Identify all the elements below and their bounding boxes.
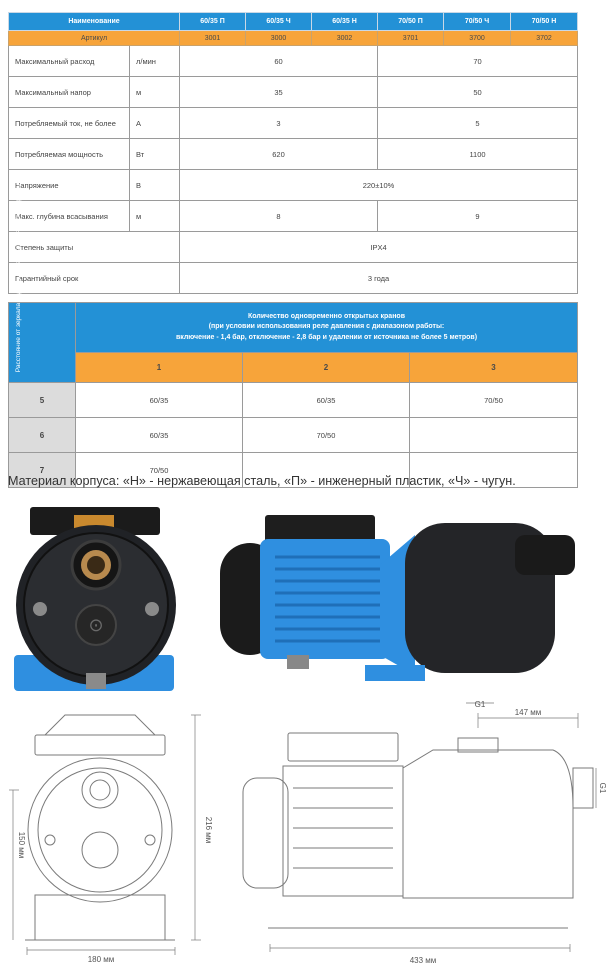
taps-row xyxy=(9,418,578,453)
material-note: Материал корпуса: «Н» - нержавеющая сталь, «П» - инженерный пластик, «Ч» - чугун. xyxy=(8,474,516,488)
spec-row-voltage xyxy=(9,170,578,201)
depth-value: 7 xyxy=(9,453,76,488)
spec-param-name: Максимальный напор xyxy=(9,77,130,108)
bolt xyxy=(33,602,47,616)
model-70-50-ch: 70/50 Ч xyxy=(444,13,511,31)
spec-value-all: 3 года xyxy=(180,263,578,294)
spec-param-unit: Вт xyxy=(130,139,180,170)
spec-value-70-50: 50 xyxy=(378,77,578,108)
taps-title-row xyxy=(9,303,578,353)
spec-value-60-35: 8 xyxy=(180,201,378,232)
article-value: 3702 xyxy=(511,31,578,46)
side-dimension-drawing xyxy=(228,698,606,966)
model-70-50-p: 70/50 П xyxy=(378,13,444,31)
spec-value-70-50: 5 xyxy=(378,108,578,139)
model-60-35-ch: 60/35 Ч xyxy=(246,13,312,31)
foot xyxy=(287,655,309,669)
thread-top-label: G1 xyxy=(474,700,486,709)
model-60-35-n: 60/35 Н xyxy=(312,13,378,31)
article-value: 3701 xyxy=(378,31,444,46)
taps-count-row xyxy=(9,353,578,383)
axis-height-dimension: 150 мм xyxy=(17,831,26,859)
spec-row-head xyxy=(9,77,578,108)
spec-table xyxy=(8,12,578,294)
article-value: 3001 xyxy=(180,31,246,46)
spec-value-all: 220±10% xyxy=(180,170,578,201)
taps-model: 60/35 xyxy=(76,383,243,418)
taps-subtitle-2: включение - 1,4 бар, отключение - 2,8 бар и удалении от источника не более 5 метров) xyxy=(175,333,478,341)
taps-row xyxy=(9,383,578,418)
taps-title xyxy=(76,303,578,353)
spec-param-name: Максимальный расход xyxy=(9,46,130,77)
taps-model xyxy=(410,418,578,453)
bolt xyxy=(145,602,159,616)
spec-value-70-50: 70 xyxy=(378,46,578,77)
spec-param-name: Макс. глубина всасывания xyxy=(9,201,130,232)
taps-subtitle-1: (при условии использования реле давления с диапазоном работы: xyxy=(208,323,445,331)
taps-count: 2 xyxy=(243,353,410,383)
model-70-50-n: 70/50 Н xyxy=(511,13,578,31)
spec-row-current xyxy=(9,108,578,139)
depth-value: 6 xyxy=(9,418,76,453)
spec-row-power xyxy=(9,139,578,170)
taps-model: 60/35 xyxy=(76,418,243,453)
spec-value-70-50: 9 xyxy=(378,201,578,232)
spec-param-name: Степень защиты xyxy=(9,232,180,263)
spec-param-unit: м xyxy=(130,201,180,232)
taps-count: 3 xyxy=(410,353,578,383)
taps-model: 70/50 xyxy=(76,453,243,488)
spec-value-60-35: 35 xyxy=(180,77,378,108)
spec-param-unit: л/мин xyxy=(130,46,180,77)
logo-mark: ⊙ xyxy=(88,615,104,636)
spec-row-warranty xyxy=(9,263,578,294)
spec-header-name: Наименование xyxy=(9,13,180,31)
spec-row-protection xyxy=(9,232,578,263)
outlet-port xyxy=(515,535,575,575)
terminal-box xyxy=(265,515,375,543)
spec-param-unit: В xyxy=(130,170,180,201)
spec-param-name: Гарантийный срок xyxy=(9,263,180,294)
pump-front-photo xyxy=(10,505,178,695)
outlet-offset-dimension: 147 мм xyxy=(514,708,542,717)
taps-title-text: Количество одновременно открытых кранов xyxy=(248,312,406,320)
depth-axis-text: Расстояние от зеркала воды до реле давления, м (по вертикали) xyxy=(14,175,22,373)
spec-param-name: Напряжение xyxy=(9,170,130,201)
length-dimension: 433 мм xyxy=(409,956,437,965)
spec-row-suction-depth xyxy=(9,201,578,232)
spec-value-60-35: 60 xyxy=(180,46,378,77)
spec-row-flow xyxy=(9,46,578,77)
height-dimension: 216 мм xyxy=(204,816,213,844)
spec-param-name: Потребляемый ток, не более xyxy=(9,108,130,139)
taps-model: 70/50 xyxy=(410,383,578,418)
article-label: Артикул xyxy=(9,31,180,46)
spec-value-60-35: 620 xyxy=(180,139,378,170)
spec-value-all: IPX4 xyxy=(180,232,578,263)
spec-value-70-50: 1100 xyxy=(378,139,578,170)
article-value: 3002 xyxy=(312,31,378,46)
base xyxy=(365,665,425,681)
spec-param-name: Потребляемая мощность xyxy=(9,139,130,170)
article-value: 3000 xyxy=(246,31,312,46)
spec-param-unit: м xyxy=(130,77,180,108)
thread-side-label: G1 xyxy=(598,782,607,794)
front-dimension-drawing xyxy=(5,705,230,965)
spec-header-row xyxy=(9,13,578,31)
taps-model: 70/50 xyxy=(243,418,410,453)
width-dimension: 180 мм xyxy=(87,955,115,964)
taps-count: 1 xyxy=(76,353,243,383)
spec-param-unit: А xyxy=(130,108,180,139)
drain-plug xyxy=(86,673,106,689)
pump-side-photo xyxy=(215,505,585,690)
taps-model: 60/35 xyxy=(243,383,410,418)
model-60-35-p: 60/35 П xyxy=(180,13,246,31)
spec-article-row xyxy=(9,31,578,46)
depth-value: 5 xyxy=(9,383,76,418)
article-value: 3700 xyxy=(444,31,511,46)
spec-value-60-35: 3 xyxy=(180,108,378,139)
